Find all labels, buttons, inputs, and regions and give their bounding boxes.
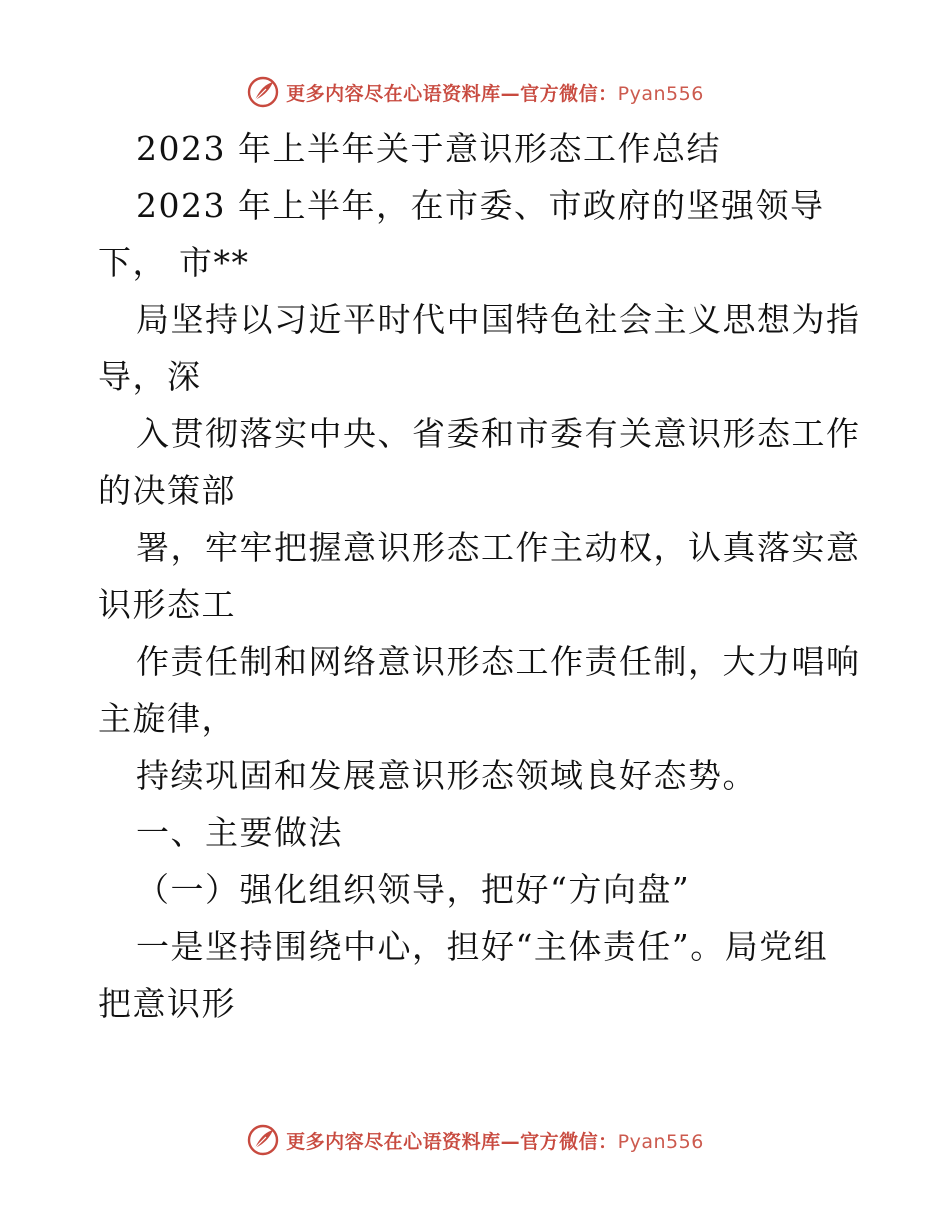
- document-line: 作责任制和网络意识形态工作责任制，大力唱响: [136, 642, 861, 681]
- document-line: 下， 市**: [98, 243, 250, 282]
- document-line: 2023 年上半年，在市委、市政府的坚强领导: [136, 186, 825, 225]
- feather-quill-logo-icon: [246, 75, 280, 109]
- watermark-banner-bottom: [0, 1120, 950, 1160]
- document-line: 一、主要做法: [136, 813, 343, 852]
- feather-quill-logo-icon: [246, 1123, 280, 1157]
- document-line: 主旋律，: [98, 699, 236, 738]
- watermark-text: 更多内容尽在心语资料库—官方微信：Pyan556: [286, 82, 704, 105]
- watermark-handle: Pyan556: [617, 82, 704, 105]
- document-line: 署，牢牢把握意识形态工作主动权，认真落实意: [136, 528, 861, 567]
- watermark-text: 更多内容尽在心语资料库—官方微信：Pyan556: [286, 1130, 704, 1153]
- document-line: 识形态工: [98, 585, 236, 624]
- document-line: 导，深: [98, 357, 202, 396]
- document-line: 一是坚持围绕中心，担好“主体责任”。局党组: [136, 927, 829, 966]
- document-line: 持续巩固和发展意识形态领域良好态势。: [136, 756, 757, 795]
- document-line: 入贯彻落实中央、省委和市委有关意识形态工作: [136, 414, 861, 453]
- document-line: 2023 年上半年关于意识形态工作总结: [136, 129, 721, 168]
- document-line: （一）强化组织领导，把好“方向盘”: [136, 870, 691, 909]
- watermark-handle: Pyan556: [617, 1130, 704, 1153]
- document-line: 把意识形: [98, 984, 236, 1023]
- document-body: [98, 120, 878, 1032]
- document-line: 局坚持以习近平时代中国特色社会主义思想为指: [136, 300, 861, 339]
- watermark-banner-top: [0, 72, 950, 112]
- document-line: 的决策部: [98, 471, 236, 510]
